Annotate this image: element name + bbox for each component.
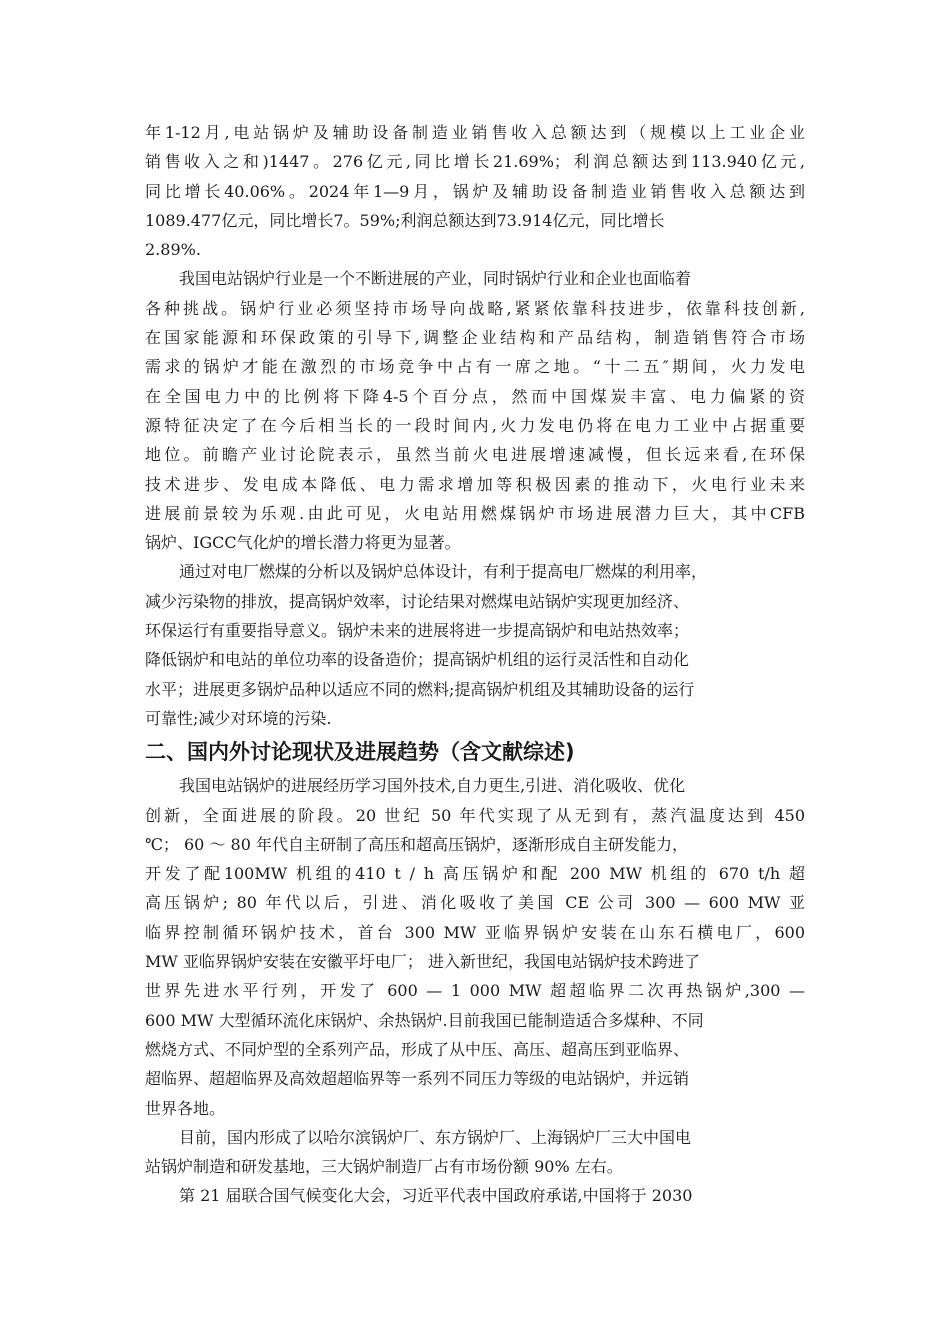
text-line: 锅炉、IGCC气化炉的增长潜力将更为显著。 (145, 533, 461, 553)
text-line: 销售收入之和)1447。276亿元,同比增长21.69%；利润总额达到113.940亿元, (145, 152, 805, 172)
text-line: 同比增长40.06%。2024年1—9月，锅炉及辅助设备制造业销售收入总额达到 (145, 181, 805, 201)
text-line: 1089.477亿元，同比增长7。59%;利润总额达到73.914亿元，同比增长 (145, 210, 665, 230)
text-line: MW 亚临界锅炉安装在安徽平圩电厂； 进入新世纪，我国电站锅炉技术跨进了 (145, 952, 701, 972)
paragraph-coal-analysis (145, 557, 805, 733)
text-line: 源特征决定了在今后相当长的一段时间内,火力发电仍将在电力工业中占据重要 (145, 415, 805, 435)
text-line: 可靠性;减少对环境的污染. (145, 708, 332, 728)
paragraph-sales-revenue (145, 118, 805, 264)
paragraph-boiler-history (145, 771, 805, 1123)
text-line: 600 MW 大型循环流化床锅炉、余热锅炉.目前我国已能制造适合多煤种、不同 (145, 1010, 704, 1030)
text-line: 环保运行有重要指导意义。锅炉未来的进展将进一步提高锅炉和电站热效率； (145, 621, 690, 641)
text-line: 减少污染物的排放，提高锅炉效率，讨论结果对燃煤电站锅炉实现更加经济、 (145, 591, 690, 611)
text-line: 高压锅炉; 80 年代以后，引进、消化吸收了美国 CE 公司 300 — 600 MW 亚 (145, 893, 805, 913)
text-line: 超临界、超超临界及高效超超临界等一系列不同压力等级的电站锅炉，并远销 (145, 1069, 690, 1089)
text-line: 进展前景较为乐观.由此可见，火电站用燃煤锅炉市场进展潜力巨大，其中CFB (145, 503, 805, 523)
text-line: 降低锅炉和电站的单位功率的设备造价；提高锅炉机组的运行灵活性和自动化 (145, 650, 690, 670)
text-line: 世界各地。 (145, 1098, 226, 1118)
section-heading: 二、国内外讨论现状及进展趋势（含文献综述) (145, 740, 575, 765)
text-line: 地位。前瞻产业讨论院表示，虽然当前火电进展增速减慢，但长远来看,在环保 (145, 445, 805, 465)
text-line: 2.89%. (145, 240, 201, 260)
text-line: 需求的锅炉才能在激烈的市场竞争中占有一席之地。“十二五″期间，火力发电 (145, 357, 805, 377)
text-line: 临界控制循环锅炉技术，首台 300 MW 亚临界锅炉安装在山东石横电厂，600 (145, 922, 805, 942)
paragraph-climate-conference (145, 1181, 805, 1210)
text-line: 年1-12月,电站锅炉及辅助设备制造业销售收入总额达到（规模以上工业企业 (145, 123, 805, 142)
text-line: 世界先进水平行列，开发了 600 — 1 000 MW 超超临界二次再热锅炉,300 — (145, 981, 805, 1001)
text-line: 目前，国内形成了以哈尔滨锅炉厂、东方锅炉厂、上海锅炉厂三大中国电 (179, 1127, 692, 1147)
text-line: 站锅炉制造和研发基地，三大锅炉制造厂占有市场份额 90% 左右。 (145, 1157, 623, 1177)
text-line: 各种挑战。锅炉行业必须坚持市场导向战略,紧紧依靠科技进步，依靠科技创新, (145, 298, 805, 318)
text-line: 第 21 届联合国气候变化大会，习近平代表中国政府承诺,中国将于 2030 (179, 1186, 693, 1206)
document-page (145, 118, 805, 1211)
paragraph-boiler-industry (145, 264, 805, 557)
text-line: 在国家能源和环保政策的引导下,调整企业结构和产品结构，制造销售符合市场 (145, 328, 805, 348)
text-line: 我国电站锅炉行业是一个不断进展的产业，同时锅炉行业和企业也面临着 (179, 269, 692, 289)
paragraph-domestic-bases (145, 1123, 805, 1182)
text-line: 水平；进展更多锅炉品种以适应不同的燃料;提高锅炉机组及其辅助设备的运行 (145, 679, 695, 699)
text-line: 技术进步、发电成本降低、电力需求增加等积极因素的推动下，火电行业未来 (145, 474, 805, 494)
text-line: 通过对电厂燃煤的分析以及锅炉总体设计，有利于提高电厂燃煤的利用率， (179, 562, 708, 582)
text-line: ℃； 60 ～ 80 年代自主研制了高压和超高压锅炉，逐渐形成自主研发能力， (145, 834, 688, 854)
text-line: 燃烧方式、不同炉型的全系列产品，形成了从中压、高压、超高压到亚临界、 (145, 1039, 690, 1059)
text-line: 在全国电力中的比例将下降4-5个百分点，然而中国煤炭丰富、电力偏紧的资 (145, 386, 805, 406)
text-line: 我国电站锅炉的进展经历学习国外技术,自力更生,引进、消化吸收、优化 (179, 776, 686, 796)
text-line: 开发了配100MW 机组的410 t / h 高压锅炉和配 200 MW 机组的 670 t/h 超 (145, 864, 805, 884)
text-line: 创新，全面进展的阶段。20 世纪 50 年代实现了从无到有，蒸汽温度达到 450 (145, 805, 805, 825)
